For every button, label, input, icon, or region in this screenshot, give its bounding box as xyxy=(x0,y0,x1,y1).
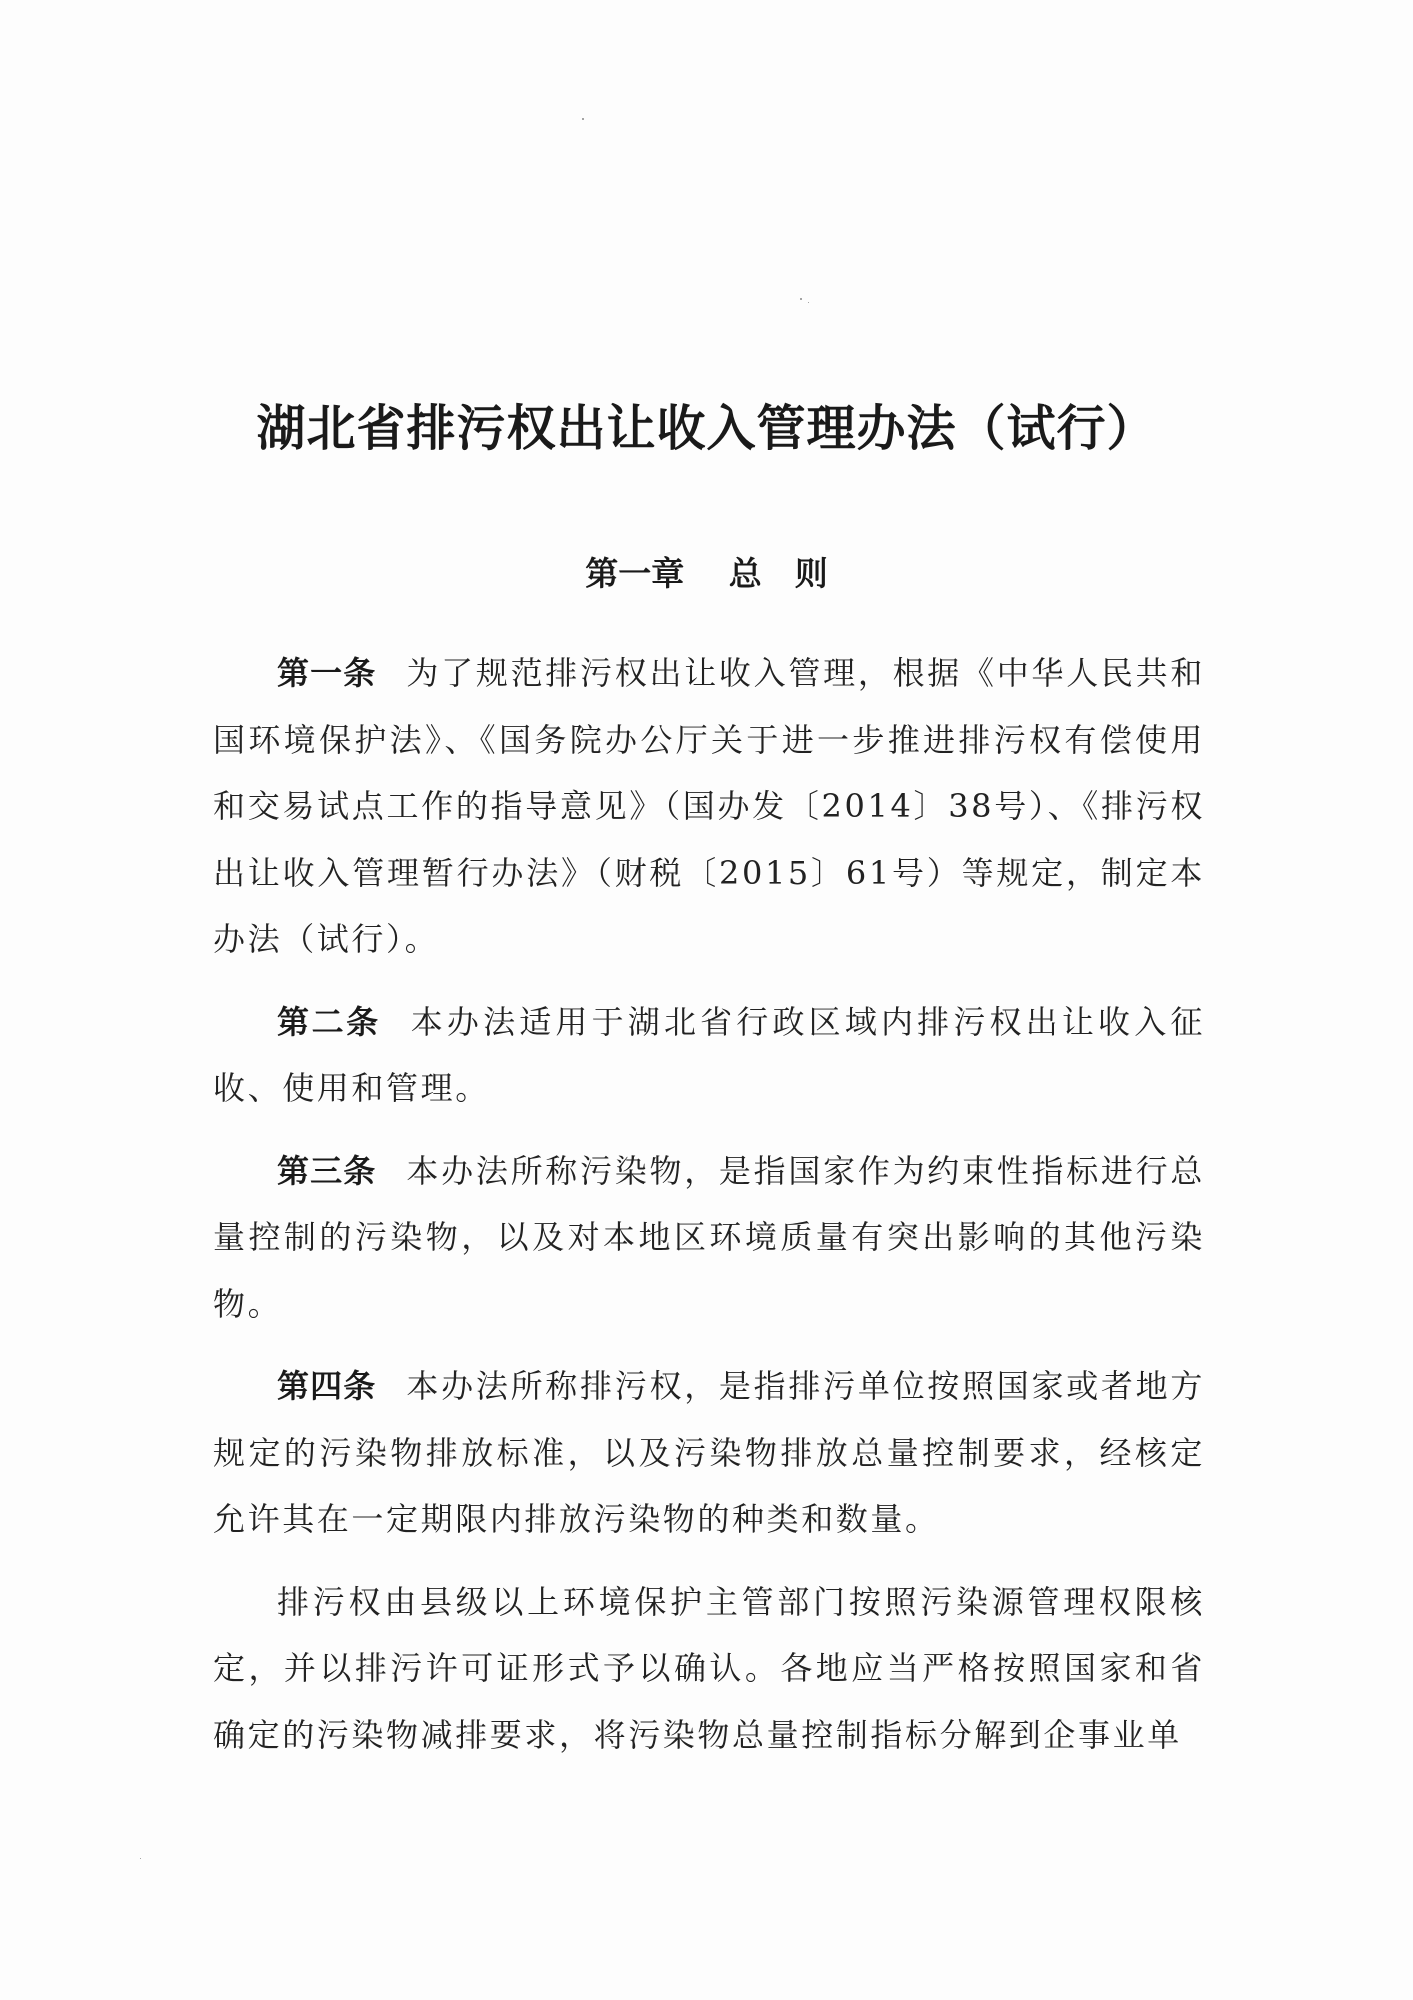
article-text: 排污权由县级以上环境保护主管部门按照污染源管理权限核定，并以排污许可证形式予以确认。各地应当严格按照国家和省确定的污染物减排要求，将污染物总量控制指标分解到企事业单 xyxy=(213,1582,1205,1754)
article-text: 本办法所称排污权，是指排污单位按照国家或者地方规定的污染物排放标准，以及污染物排放总量控制要求，经核定允许其在一定期限内排放污染物的种类和数量。 xyxy=(213,1367,1205,1538)
article-text: 本办法所称污染物，是指国家作为约束性指标进行总量控制的污染物，以及对本地区环境质量有突出影响的其他污染物。 xyxy=(213,1151,1205,1323)
article-3 xyxy=(213,1138,1205,1338)
scan-speck xyxy=(808,302,809,303)
article-text: 为了规范排污权出让收入管理，根据《中华人民共和国环境保护法》、《国务院办公厅关于进一步推进排污权有偿使用和交易试点工作的指导意见》（国办发〔2014〕38号）、《排污权出让收入管理暂行办法》（财税〔2015〕61号）等规定，制定本办法（试行）。 xyxy=(213,654,1205,958)
article-text: 本办法适用于湖北省行政区域内排污权出让收入征收、使用和管理。 xyxy=(213,1002,1205,1107)
scan-speck xyxy=(582,118,584,120)
chapter-heading: 第一章 总 则 xyxy=(585,554,828,593)
scan-speck xyxy=(140,1858,141,1859)
document-title: 湖北省排污权出让收入管理办法（试行） xyxy=(256,399,1157,457)
article-heading: 第四条 xyxy=(277,1367,377,1405)
article-4-paragraph-2 xyxy=(213,1569,1205,1769)
document-body xyxy=(213,640,1205,1784)
article-4 xyxy=(213,1353,1205,1553)
article-heading: 第三条 xyxy=(277,1151,377,1190)
article-2 xyxy=(213,989,1205,1122)
article-heading: 第一条 xyxy=(277,654,377,692)
scan-speck xyxy=(800,298,802,300)
article-heading: 第二条 xyxy=(277,1002,381,1041)
article-1 xyxy=(213,640,1205,973)
